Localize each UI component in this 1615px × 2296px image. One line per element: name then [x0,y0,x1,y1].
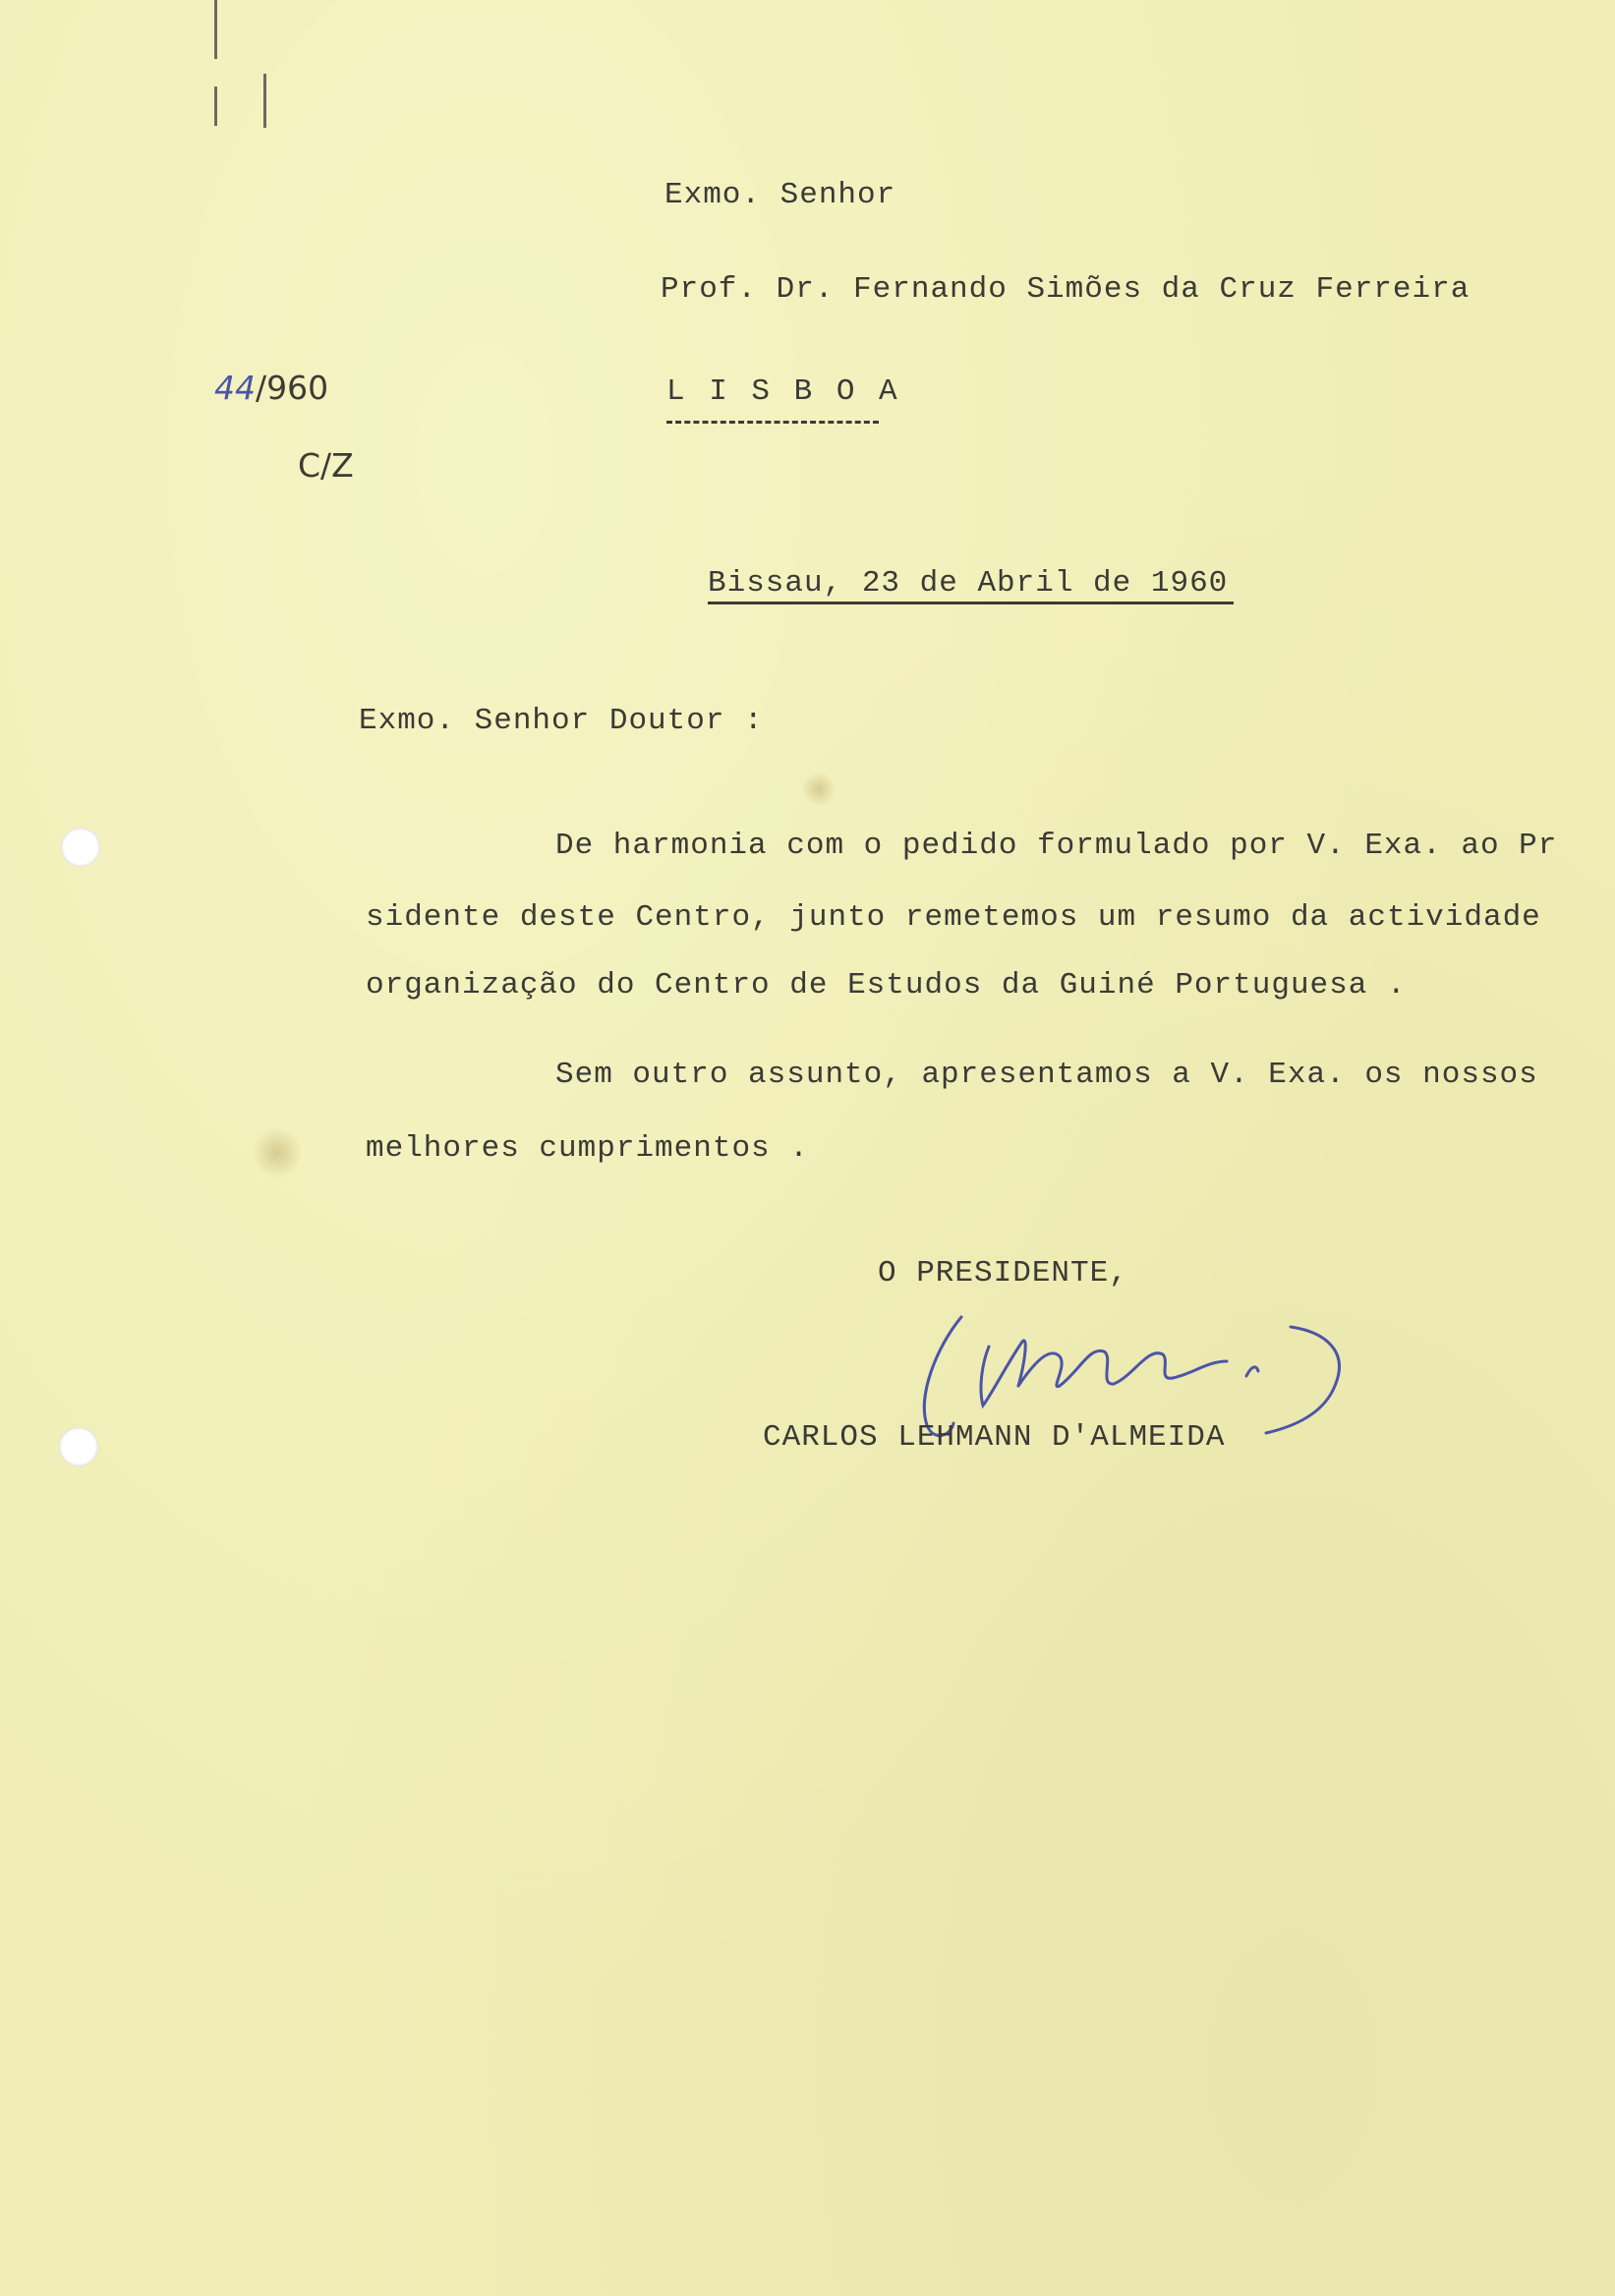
reference-year: /960 [256,369,329,407]
body-paragraph-1-line-3: organização do Centro de Estudos da Guiné Portuguesa . [366,968,1407,1003]
staple-mark [214,0,217,59]
recipient-salutation: Exmo. Senhor [664,178,896,212]
reference-code: C/Z [298,446,354,485]
paper-stain [254,1125,301,1180]
reference-number [214,369,329,407]
recipient-name: Prof. Dr. Fernando Simões da Cruz Ferreira [661,272,1471,307]
punch-hole [61,828,100,867]
date-underline [708,602,1234,604]
recipient-city-underline [666,421,879,424]
reference-handwritten-number: 44 [214,369,256,407]
body-paragraph-2-line-1: Sem outro assunto, apresentamos a V. Exa. os nossos [555,1058,1538,1092]
recipient-city: L I S B O A [666,374,900,409]
closing-title: O PRESIDENTE, [878,1256,1128,1291]
body-paragraph-2-line-2: melhores cumprimentos . [366,1131,809,1166]
staple-mark [214,86,217,126]
paper-stain [801,772,836,807]
body-paragraph-1-line-1: De harmonia com o pedido formulado por V. Exa. ao Pr [555,829,1558,863]
body-paragraph-1-line-2: sidente deste Centro, junto remetemos um resumo da actividade [366,900,1541,935]
closing-name: CARLOS LEHMANN D'ALMEIDA [763,1420,1226,1455]
staple-mark [263,74,266,128]
greeting: Exmo. Senhor Doutor : [359,704,764,738]
punch-hole [59,1427,98,1466]
date-line: Bissau, 23 de Abril de 1960 [708,566,1229,601]
